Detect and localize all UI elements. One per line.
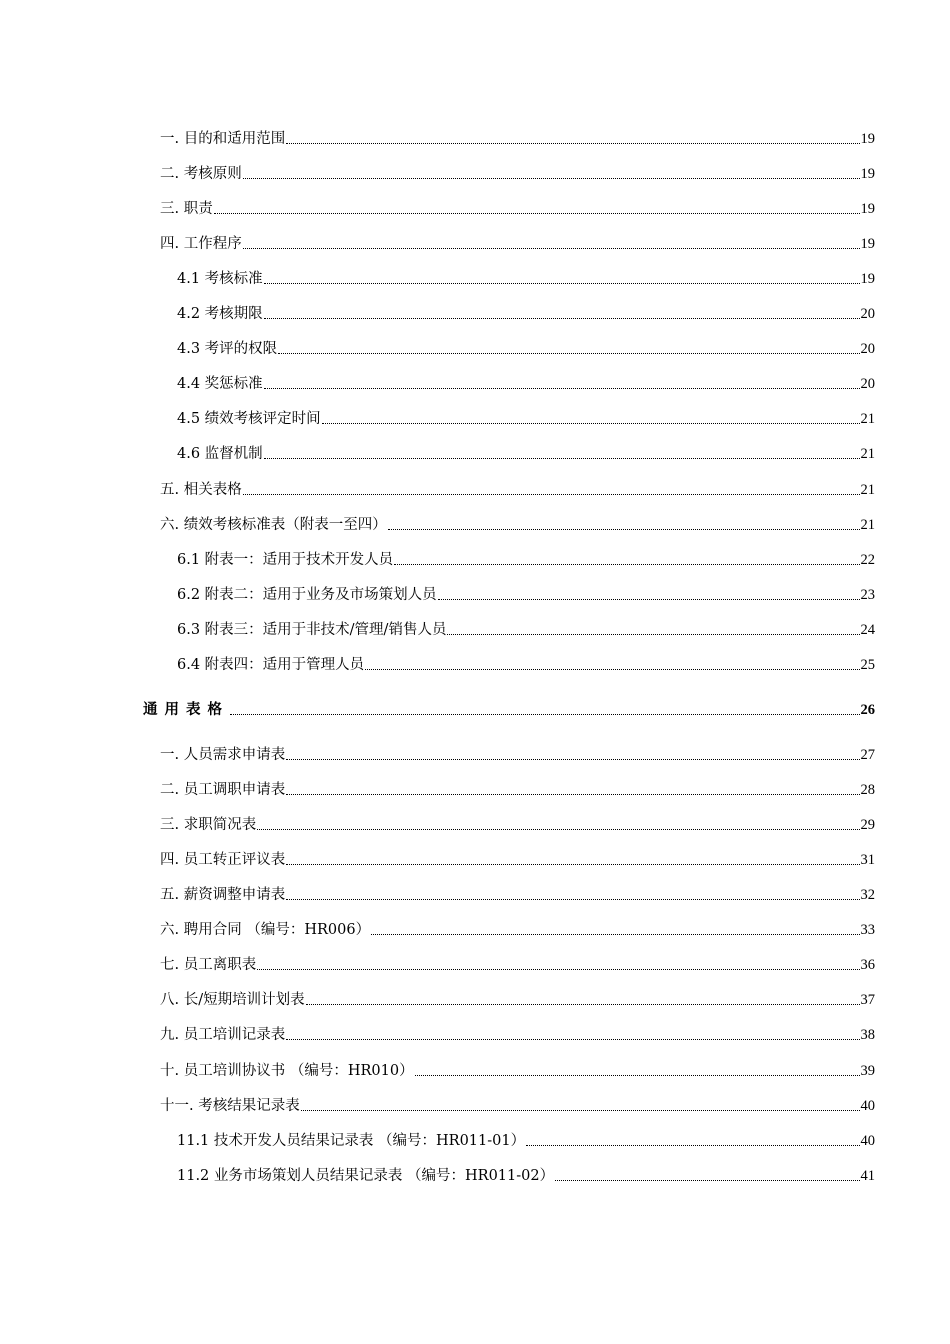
toc-entry-label: 五. 相关表格: [160, 482, 242, 498]
toc-entry[interactable]: [177, 408, 875, 428]
toc-entry-label: 十. 员工培训协议书 （编号：HR010）: [160, 1063, 414, 1079]
toc-entry[interactable]: [160, 1024, 875, 1044]
dot-leader: [365, 669, 859, 670]
toc-entry[interactable]: [177, 654, 875, 674]
toc-entry[interactable]: [177, 584, 875, 604]
toc-page-number: 39: [860, 1063, 875, 1079]
toc-page-number: 38: [860, 1027, 875, 1043]
toc-entry[interactable]: [160, 884, 875, 904]
toc-page-number: 21: [860, 446, 875, 462]
toc-entry-label: 六. 聘用合同 （编号：HR006）: [160, 922, 371, 938]
toc-entry[interactable]: [177, 268, 875, 288]
toc-page-number: 32: [860, 887, 875, 903]
toc-section-heading[interactable]: [143, 699, 875, 719]
dot-leader: [286, 864, 859, 865]
dot-leader: [286, 143, 859, 144]
toc-page-number: 21: [860, 482, 875, 498]
toc-page-number: 19: [860, 131, 875, 147]
toc-entry[interactable]: [160, 479, 875, 499]
toc-entry-label: 十一. 考核结果记录表: [160, 1098, 300, 1114]
toc-entry-label: 三. 求职简况表: [160, 817, 257, 833]
toc-entry-label: 二. 考核原则: [160, 166, 242, 182]
toc-page-number: 36: [860, 957, 875, 973]
toc-page-number: 40: [860, 1133, 875, 1149]
dot-leader: [286, 759, 859, 760]
dot-leader: [286, 794, 859, 795]
toc-entry[interactable]: [177, 1130, 875, 1150]
dot-leader: [447, 634, 859, 635]
toc-page-number: 24: [860, 622, 875, 638]
dot-leader: [230, 714, 860, 715]
dot-leader: [278, 353, 859, 354]
toc-page-number: 22: [860, 552, 875, 568]
toc-entry[interactable]: [177, 373, 875, 393]
toc-page-number: 21: [860, 517, 875, 533]
dot-leader: [286, 899, 859, 900]
toc-page-number: 33: [860, 922, 875, 938]
dot-leader: [438, 599, 860, 600]
toc-page-number: 20: [860, 376, 875, 392]
dot-leader: [257, 829, 859, 830]
dot-leader: [555, 1180, 859, 1181]
toc-entry[interactable]: [160, 1095, 875, 1115]
toc-entry[interactable]: [160, 1060, 875, 1080]
toc-page-number: 26: [860, 702, 875, 718]
toc-page-number: 41: [860, 1168, 875, 1184]
toc-entry-label: 4.4 奖惩标准: [177, 376, 263, 392]
toc-entry[interactable]: [160, 849, 875, 869]
toc-entry[interactable]: [160, 233, 875, 253]
dot-leader: [264, 388, 860, 389]
toc-entry-label: 11.1 技术开发人员结果记录表 （编号：HR011-01）: [177, 1133, 526, 1149]
toc-entry-label: 4.5 绩效考核评定时间: [177, 411, 321, 427]
toc-entry-label: 6.1 附表一：适用于技术开发人员: [177, 552, 394, 568]
toc-entry-label: 11.2 业务市场策划人员结果记录表 （编号：HR011-02）: [177, 1168, 555, 1184]
dot-leader: [322, 423, 860, 424]
toc-entry-label: 4.2 考核期限: [177, 306, 263, 322]
toc-entry-label: 二. 员工调职申请表: [160, 782, 286, 798]
dot-leader: [388, 529, 860, 530]
dot-leader: [301, 1110, 860, 1111]
toc-entry-label: 4.3 考评的权限: [177, 341, 278, 357]
dot-leader: [243, 248, 860, 249]
dot-leader: [264, 283, 860, 284]
dot-leader: [306, 1004, 860, 1005]
toc-entry-label: 七. 员工离职表: [160, 957, 257, 973]
toc-entry[interactable]: [160, 163, 875, 183]
toc-page-number: 25: [860, 657, 875, 673]
toc-page-number: 40: [860, 1098, 875, 1114]
dot-leader: [526, 1145, 859, 1146]
toc-entry-label: 五. 薪资调整申请表: [160, 887, 286, 903]
toc-page-number: 19: [860, 166, 875, 182]
toc-entry-label: 九. 员工培训记录表: [160, 1027, 286, 1043]
toc-page-number: 19: [860, 201, 875, 217]
dot-leader: [415, 1075, 860, 1076]
toc-entry-label: 四. 员工转正评议表: [160, 852, 286, 868]
toc-entry[interactable]: [177, 619, 875, 639]
toc-page-number: 20: [860, 341, 875, 357]
toc-entry-label: 一. 目的和适用范围: [160, 131, 286, 147]
toc-page-number: 28: [860, 782, 875, 798]
toc-entry-label: 四. 工作程序: [160, 236, 242, 252]
toc-entry[interactable]: [160, 779, 875, 799]
toc-entry[interactable]: [160, 128, 875, 148]
toc-page-number: 37: [860, 992, 875, 1008]
toc-entry[interactable]: [177, 443, 875, 463]
toc-entry[interactable]: [177, 549, 875, 569]
toc-page-number: 27: [860, 747, 875, 763]
toc-entry[interactable]: [177, 303, 875, 323]
toc-page-number: 21: [860, 411, 875, 427]
dot-leader: [243, 494, 860, 495]
toc-entry[interactable]: [160, 198, 875, 218]
toc-entry-label: 三. 职责: [160, 201, 213, 217]
toc-entry[interactable]: [160, 919, 875, 939]
dot-leader: [286, 1039, 859, 1040]
toc-page-number: 23: [860, 587, 875, 603]
dot-leader: [257, 969, 859, 970]
toc-page-number: 31: [860, 852, 875, 868]
toc-page-number: 19: [860, 271, 875, 287]
toc-entry[interactable]: [160, 744, 875, 764]
toc-entry[interactable]: [177, 338, 875, 358]
toc-entry-label: 4.1 考核标准: [177, 271, 263, 287]
toc-entry[interactable]: [177, 1165, 875, 1185]
toc-entry[interactable]: [160, 514, 875, 534]
toc-page-number: 20: [860, 306, 875, 322]
toc-entry-label: 4.6 监督机制: [177, 446, 263, 462]
dot-leader: [214, 213, 860, 214]
toc-page-number: 19: [860, 236, 875, 252]
toc-entry-label: 6.2 附表二：适用于业务及市场策划人员: [177, 587, 437, 603]
toc-entry[interactable]: [160, 814, 875, 834]
dot-leader: [264, 458, 860, 459]
dot-leader: [394, 564, 859, 565]
toc-entry[interactable]: [160, 954, 875, 974]
toc-entry[interactable]: [160, 989, 875, 1009]
toc-entry-label: 6.3 附表三：适用于非技术/管理/销售人员: [177, 622, 447, 638]
toc-entry-label: 6.4 附表四：适用于管理人员: [177, 657, 365, 673]
dot-leader: [371, 934, 859, 935]
toc-entry-label: 八. 长/短期培训计划表: [160, 992, 305, 1008]
dot-leader: [264, 318, 860, 319]
toc-entry-label: 一. 人员需求申请表: [160, 747, 286, 763]
toc-entry-label: 六. 绩效考核标准表（附表一至四）: [160, 517, 387, 533]
dot-leader: [243, 178, 860, 179]
toc-entry-label: 通用表格: [143, 701, 229, 718]
toc-page-number: 29: [860, 817, 875, 833]
